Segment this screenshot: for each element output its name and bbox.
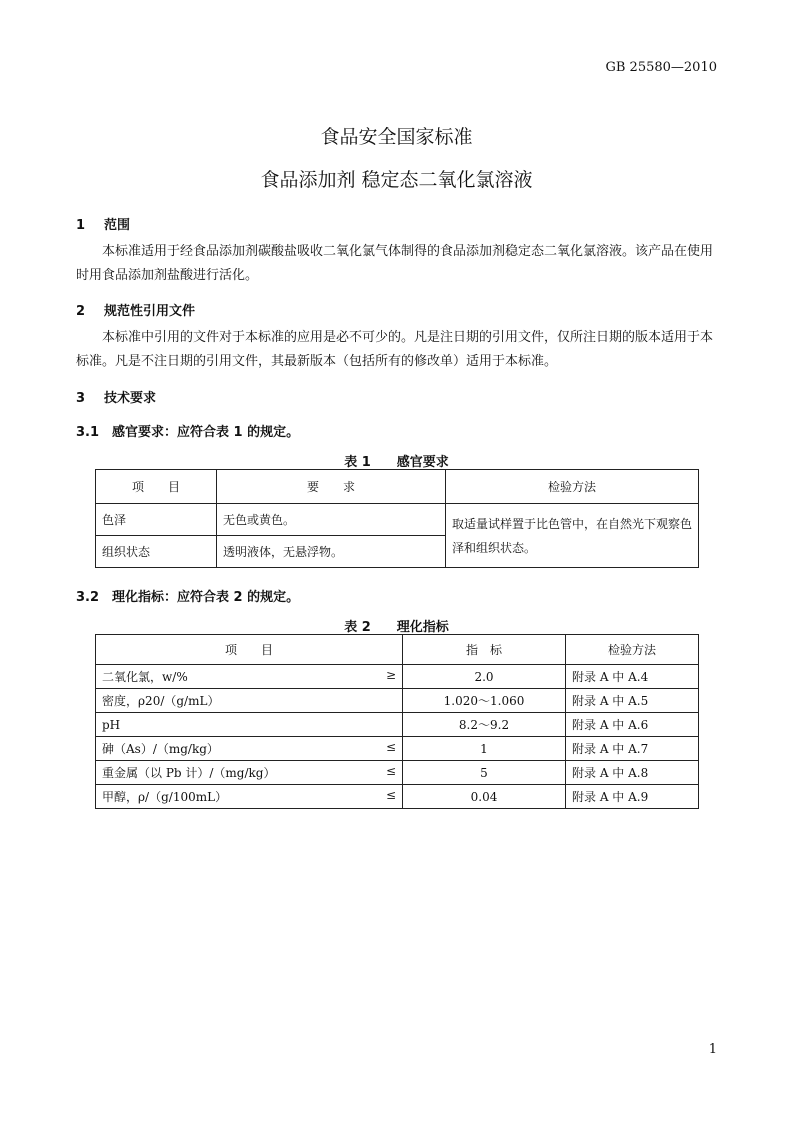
table-cell: 透明液体，无悬浮物。: [217, 536, 446, 568]
section-number: 3: [76, 391, 86, 406]
table-cell: 附录 A 中 A.4: [566, 665, 699, 689]
table-cell: 1: [403, 737, 566, 761]
table-cell: 8.2～9.2: [403, 713, 566, 737]
table-cell: 5: [403, 761, 566, 785]
caption-title: 感官要求: [396, 455, 449, 470]
table-header-cell: 检验方法: [446, 470, 699, 504]
table-cell: 无色或黄色。: [217, 504, 446, 536]
relation-symbol: ≤: [385, 740, 396, 754]
page-number: 1: [708, 1042, 717, 1057]
section-title: 理化指标：应符合表 2 的规定。: [112, 590, 300, 605]
table-2-caption: [0, 616, 793, 635]
relation-symbol: ≥: [385, 668, 396, 682]
physicochemical-indicators-table: [95, 634, 699, 809]
table-cell: 附录 A 中 A.6: [566, 713, 699, 737]
table-row: [96, 504, 699, 536]
table-cell: [96, 737, 403, 761]
item-label: 密度，ρ20/（g/mL）: [102, 694, 220, 708]
document-title: 食品安全国家标准: [320, 126, 473, 148]
table-cell: [96, 761, 403, 785]
table-header-cell: 要 求: [217, 470, 446, 504]
section-3-heading: [76, 387, 156, 406]
table-header-cell: 项 目: [96, 635, 403, 665]
caption-title: 理化指标: [396, 620, 449, 635]
table-cell: 取适量试样置于比色管中，在自然光下观察色泽和组织状态。: [446, 504, 699, 568]
section-3-2-heading: [76, 586, 299, 605]
section-2-heading: [76, 300, 195, 319]
table-cell: 0.04: [403, 785, 566, 809]
table-row: [96, 737, 699, 761]
item-label: 二氧化氯，w/%: [102, 670, 188, 684]
table-cell: [96, 785, 403, 809]
table-cell: [96, 689, 403, 713]
relation-symbol: ≤: [385, 788, 396, 802]
table-1-caption: [0, 451, 793, 470]
section-number: 1: [76, 218, 86, 233]
section-2-text: 本标准中引用的文件对于本标准的应用是必不可少的。凡是注日期的引用文件，仅所注日期的版本适用于本标准。凡是不注日期的引用文件，其最新版本（包括所有的修改单）适用于本标准。: [76, 330, 714, 369]
item-label: pH: [102, 717, 121, 732]
sensory-requirements-table: [95, 469, 699, 568]
section-title: 技术要求: [104, 391, 157, 406]
section-number: 2: [76, 304, 86, 319]
section-title: 范围: [104, 218, 131, 233]
section-number: 3.1: [76, 425, 100, 440]
caption-number: 表 2: [344, 620, 371, 635]
caption-number: 表 1: [344, 455, 371, 470]
table-cell: 2.0: [403, 665, 566, 689]
table-cell: 组织状态: [96, 536, 217, 568]
item-label: 重金属（以 Pb 计）/（mg/kg）: [102, 766, 276, 780]
table-row: [96, 713, 699, 737]
table-cell: [96, 713, 403, 737]
section-1-text: 本标准适用于经食品添加剂碳酸盐吸收二氧化氯气体制得的食品添加剂稳定态二氧化氯溶液。该产品在使用时用食品添加剂盐酸进行活化。: [76, 244, 714, 283]
table-cell: 1.020～1.060: [403, 689, 566, 713]
table-header-cell: 指 标: [403, 635, 566, 665]
standard-code: GB 25580—2010: [605, 60, 717, 75]
table-cell: 附录 A 中 A.7: [566, 737, 699, 761]
section-number: 3.2: [76, 590, 100, 605]
table-row: [96, 761, 699, 785]
table-cell: 附录 A 中 A.5: [566, 689, 699, 713]
section-title: 感官要求：应符合表 1 的规定。: [112, 425, 300, 440]
table-row: [96, 689, 699, 713]
item-label: 甲醇，ρ/（g/100mL）: [102, 790, 228, 804]
table-header-cell: 项 目: [96, 470, 217, 504]
table-cell: 附录 A 中 A.8: [566, 761, 699, 785]
section-title: 规范性引用文件: [104, 304, 196, 319]
table-row: [96, 665, 699, 689]
section-3-1-heading: [76, 421, 299, 440]
table-row: [96, 785, 699, 809]
table-cell: 附录 A 中 A.9: [566, 785, 699, 809]
document-subtitle: 食品添加剂 稳定态二氧化氯溶液: [260, 169, 533, 191]
item-label: 砷（As）/（mg/kg）: [102, 742, 219, 756]
relation-symbol: ≤: [385, 764, 396, 778]
table-cell: [96, 665, 403, 689]
table-cell: 色泽: [96, 504, 217, 536]
table-header-cell: 检验方法: [566, 635, 699, 665]
section-1-heading: [76, 214, 130, 233]
